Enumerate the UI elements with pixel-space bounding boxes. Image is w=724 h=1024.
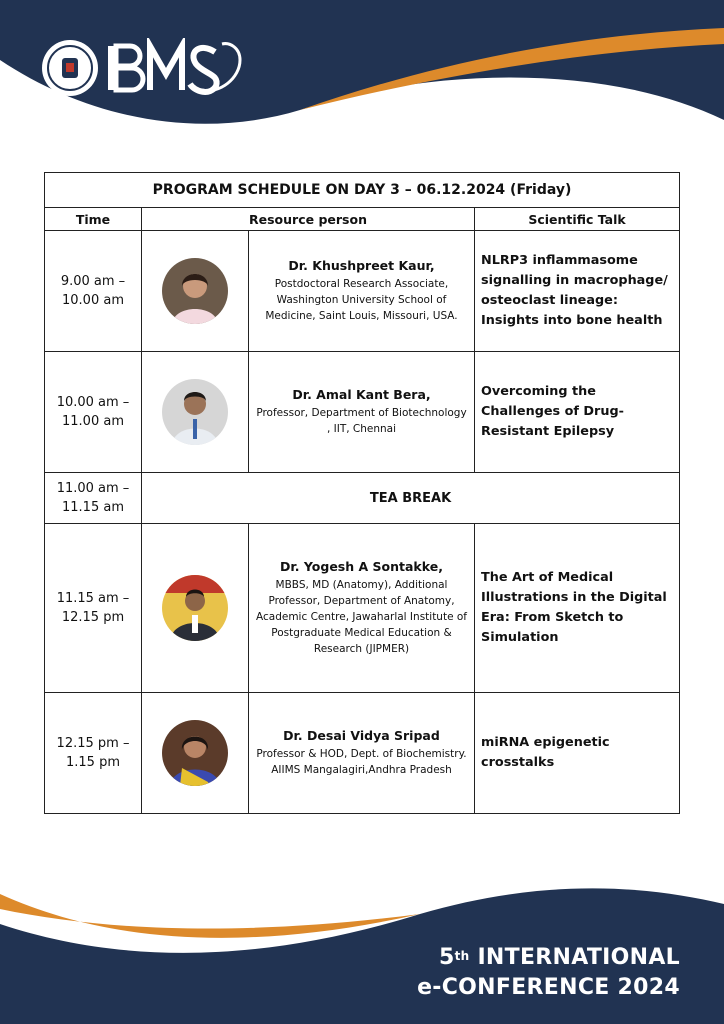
- time-end: 1.15 pm: [66, 755, 120, 770]
- talk-title: miRNA epigenetic crosstalks: [475, 693, 680, 814]
- speaker-affiliation: Professor & HOD, Dept. of Biochemistry. AIIMS Mangalagiri,Andhra Pradesh: [256, 748, 467, 776]
- speaker-photo-cell: [142, 352, 249, 473]
- speaker-photo-cell: [142, 231, 249, 352]
- schedule-row: [45, 231, 680, 352]
- man-suit-portrait-photo: [162, 575, 228, 641]
- scientific-talk-column-header: Scientific Talk: [475, 208, 680, 231]
- speaker-photo-cell: [142, 693, 249, 814]
- talk-title: The Art of Medical Illustrations in the Digital Era: From Sketch to Simulation: [475, 524, 680, 693]
- time-start: 10.00 am –: [56, 395, 130, 410]
- time-end: 10.00 am: [62, 293, 124, 308]
- time-slot: [45, 231, 142, 352]
- tea-break-label: TEA BREAK: [142, 473, 680, 524]
- program-schedule-table: [44, 172, 680, 814]
- time-end: 11.15 am: [62, 500, 124, 515]
- speaker-affiliation: MBBS, MD (Anatomy), Additional Professor, Department of Anatomy, Academic Centre, Jawaharlal Institute of Postgraduate Medical Education & Research (JIPMER): [256, 579, 467, 655]
- conference-logo: [40, 38, 250, 98]
- resource-person: [249, 231, 475, 352]
- time-start: 11.00 am –: [56, 481, 130, 496]
- speaker-affiliation: Postdoctoral Research Associate, Washington University School of Medicine, Saint Louis, Missouri, USA.: [265, 278, 458, 322]
- conference-title: [417, 943, 680, 1003]
- tea-break-row: [45, 473, 680, 524]
- woman-saree-portrait-photo: [162, 720, 228, 786]
- conference-title-line1: [417, 943, 680, 973]
- time-end: 12.15 pm: [61, 610, 125, 625]
- time-column-header: Time: [45, 208, 142, 231]
- time-slot: [45, 352, 142, 473]
- conference-title-line2: e-CONFERENCE 2024: [417, 975, 680, 1000]
- time-slot: [45, 693, 142, 814]
- time-slot: [45, 473, 142, 524]
- speaker-name: Dr. Amal Kant Bera,: [292, 387, 431, 402]
- time-start: 11.15 am –: [56, 591, 130, 606]
- edition-suffix: th: [454, 949, 470, 963]
- schedule-row: [45, 693, 680, 814]
- speaker-name: Dr. Khushpreet Kaur,: [288, 258, 435, 273]
- time-start: 9.00 am –: [60, 274, 126, 289]
- man-portrait-photo: [162, 379, 228, 445]
- conference-emblem-logo: [42, 40, 98, 96]
- speaker-name: Dr. Desai Vidya Sripad: [283, 728, 440, 743]
- speaker-photo-cell: [142, 524, 249, 693]
- schedule-row: [45, 524, 680, 693]
- time-slot: [45, 524, 142, 693]
- resource-person: [249, 352, 475, 473]
- edition-number: 5: [438, 945, 455, 970]
- speaker-affiliation: Professor, Department of Biotechnology , IIT, Chennai: [256, 407, 467, 435]
- time-start: 12.15 pm –: [56, 736, 130, 751]
- schedule-row: [45, 352, 680, 473]
- resource-person-column-header: Resource person: [142, 208, 475, 231]
- schedule-title: PROGRAM SCHEDULE ON DAY 3 – 06.12.2024 (Friday): [45, 173, 680, 208]
- talk-title: NLRP3 inflammasome signalling in macrophage/ osteoclast lineage: Insights into bone health: [475, 231, 680, 352]
- talk-title: Overcoming the Challenges of Drug-Resistant Epilepsy: [475, 352, 680, 473]
- resource-person: [249, 524, 475, 693]
- conference-title-word: INTERNATIONAL: [477, 945, 680, 970]
- time-end: 11.00 am: [62, 414, 124, 429]
- woman-portrait-photo: [162, 258, 228, 324]
- resource-person: [249, 693, 475, 814]
- speaker-name: Dr. Yogesh A Sontakke,: [280, 559, 443, 574]
